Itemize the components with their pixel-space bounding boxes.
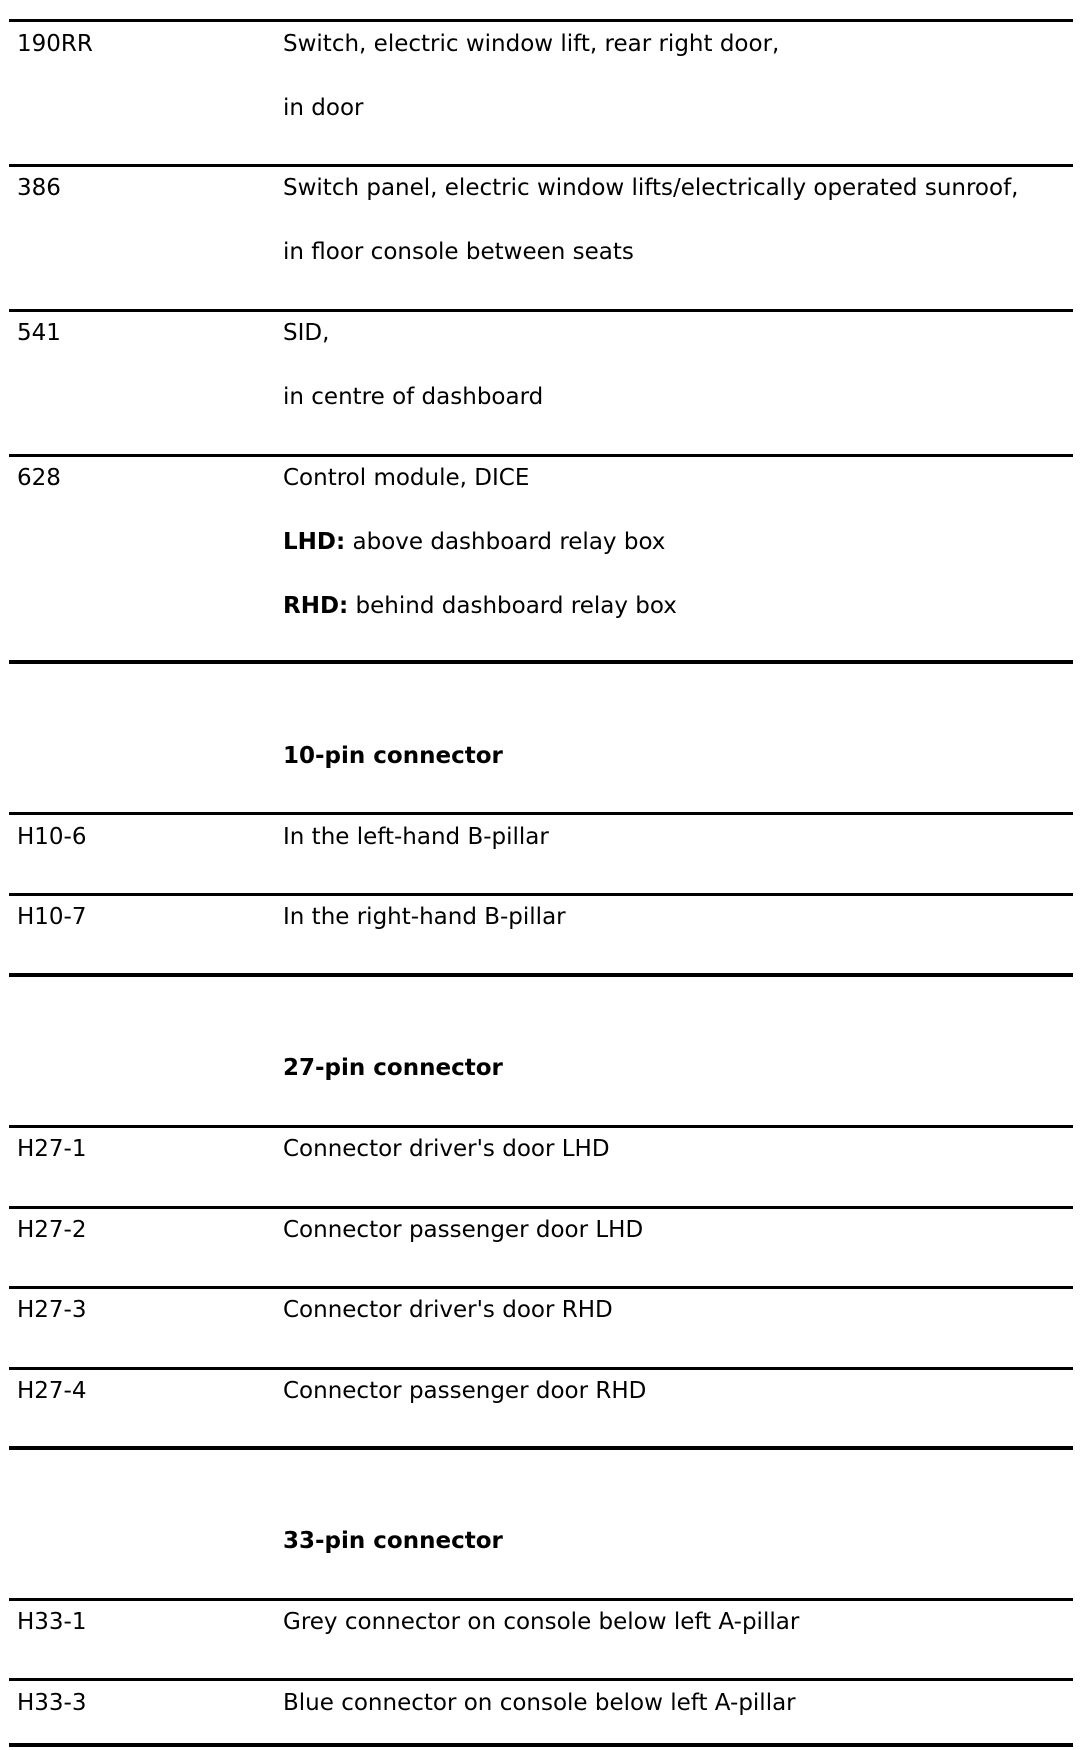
table-rule <box>9 1743 1073 1747</box>
connector-location: In the right-hand B-pillar <box>283 904 566 930</box>
connector-location: Connector driver's door RHD <box>283 1297 613 1323</box>
table-rule <box>9 973 1073 977</box>
connector-code: H27-1 <box>17 1136 87 1162</box>
table-rule <box>9 1367 1073 1370</box>
table-rule <box>9 1678 1073 1681</box>
component-description: SID, <box>283 320 330 346</box>
location-note-lhd <box>283 528 665 556</box>
table-rule <box>9 1286 1073 1289</box>
component-description: Switch panel, electric window lifts/electrically operated sunroof, <box>283 175 1019 201</box>
note-text: above dashboard relay box <box>345 529 666 555</box>
component-description: Switch, electric window lift, rear right door, <box>283 31 780 57</box>
connector-location: In the left-hand B-pillar <box>283 824 549 850</box>
table-rule <box>9 1598 1073 1601</box>
component-code: 386 <box>17 175 61 201</box>
note-text: behind dashboard relay box <box>348 593 677 619</box>
note-label: RHD: <box>283 593 349 619</box>
table-rule <box>9 19 1073 22</box>
table-rule <box>9 309 1073 312</box>
connector-code: H10-7 <box>17 904 87 930</box>
connector-location: Connector passenger door RHD <box>283 1378 647 1404</box>
component-location: in centre of dashboard <box>283 384 544 410</box>
connector-location: Connector passenger door LHD <box>283 1217 644 1243</box>
connector-code: H27-3 <box>17 1297 87 1323</box>
component-location: in door <box>283 95 364 121</box>
component-code: 628 <box>17 465 61 491</box>
location-note-rhd <box>283 592 677 620</box>
component-code: 541 <box>17 320 61 346</box>
connector-location: Connector driver's door LHD <box>283 1136 610 1162</box>
note-label: LHD: <box>283 529 346 555</box>
table-rule <box>9 812 1073 815</box>
connector-code: H10-6 <box>17 824 87 850</box>
table-rule <box>9 660 1073 664</box>
connector-code: H33-1 <box>17 1609 87 1635</box>
connector-code: H33-3 <box>17 1690 87 1716</box>
table-rule <box>9 1206 1073 1209</box>
component-location: in floor console between seats <box>283 239 634 265</box>
section-heading: 27-pin connector <box>283 1055 503 1081</box>
table-rule <box>9 1125 1073 1128</box>
connector-code: H27-2 <box>17 1217 87 1243</box>
table-rule <box>9 893 1073 896</box>
section-heading: 33-pin connector <box>283 1528 503 1554</box>
table-rule <box>9 1446 1073 1450</box>
table-rule <box>9 164 1073 167</box>
section-heading: 10-pin connector <box>283 743 503 769</box>
table-rule <box>9 454 1073 457</box>
connector-location: Grey connector on console below left A-pillar <box>283 1609 800 1635</box>
component-code: 190RR <box>17 31 93 57</box>
connector-location: Blue connector on console below left A-pillar <box>283 1690 796 1716</box>
component-description: Control module, DICE <box>283 465 530 491</box>
connector-code: H27-4 <box>17 1378 87 1404</box>
